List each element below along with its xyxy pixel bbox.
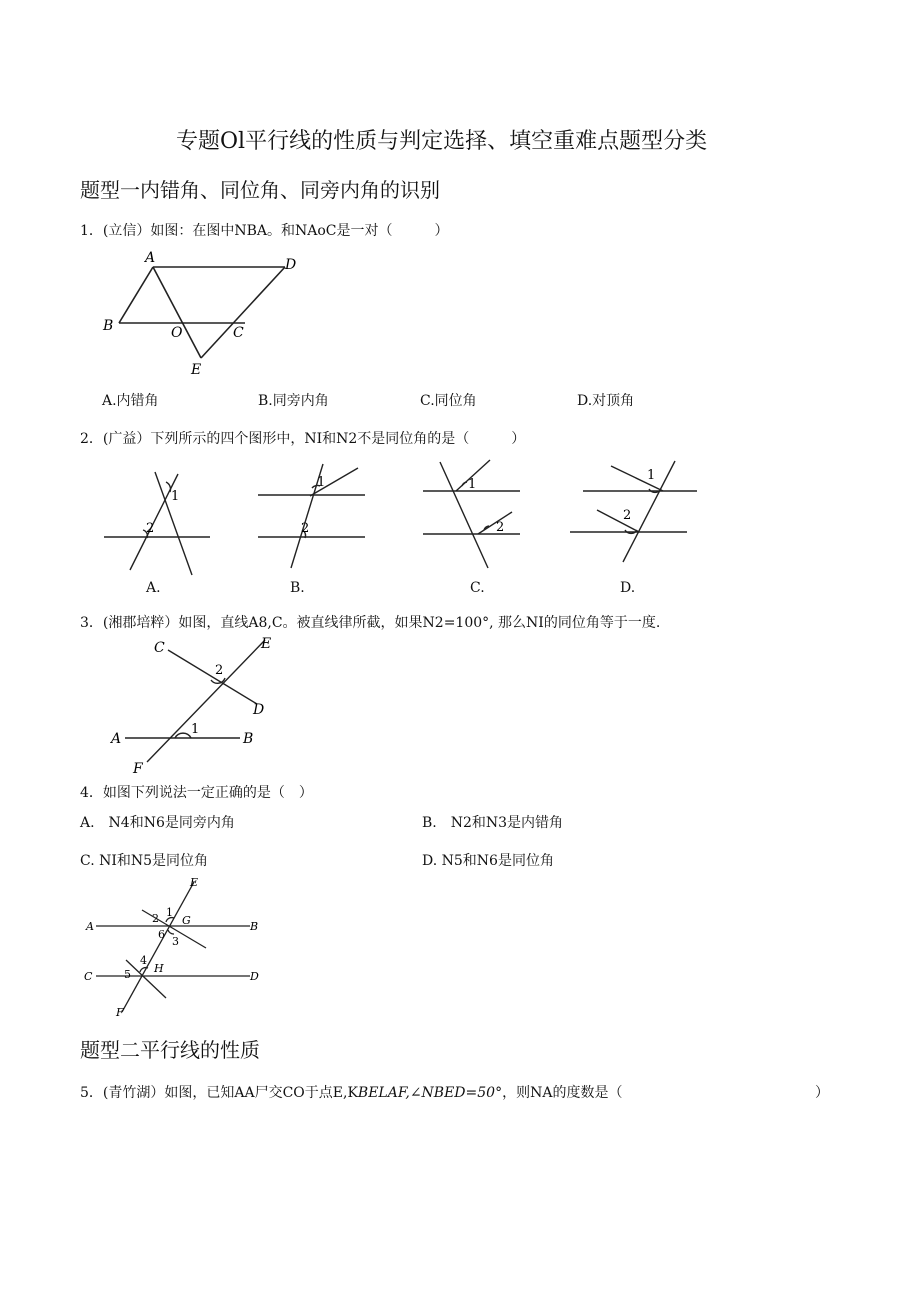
q1-option-d[interactable]: D.对顶角 [577,393,635,409]
q1-label-c: C [233,325,244,341]
q2b-angle-2: 2 [301,521,310,536]
q4-label-a: A [86,920,94,933]
section-heading-2: 题型二平行线的性质 [80,1038,260,1062]
q1-label-o: O [171,325,183,341]
question-1-figure [95,250,315,380]
q4-label-c: C [84,970,93,983]
q4-angle-4: 4 [140,954,147,967]
q2-caption-c[interactable]: C. [470,580,485,596]
q5-stem-text: 5．(青竹湖）如图，已知AA尸交CO于点E,K [80,1085,358,1101]
q3-label-d: D [253,702,265,718]
q2-figure-a [100,460,215,580]
q2c-angle-1: 1 [468,477,477,492]
question-4-stem: 4．如图下列说法一定正确的是（ ） [80,785,313,801]
q2-caption-b[interactable]: B. [290,580,305,596]
q3-label-b: B [243,731,254,747]
q2-figure-b [255,460,370,580]
q4-option-b[interactable]: B. N2和N3是内错角 [422,815,564,831]
q1-label-d: D [285,257,297,273]
q3-label-e: E [261,636,272,652]
q4-angle-3: 3 [172,935,179,948]
q5-paren-close: ） [815,1085,829,1101]
q4-angle-5: 5 [124,968,131,981]
question-3-stem: 3．(湘郡培粹）如图，直线A8,C。被直线律所截，如果N2=100°, 那么NI的同位角等于一度. [80,615,661,631]
q3-label-f: F [133,761,143,777]
question-5-stem [80,1082,622,1102]
q3-angle-2: 2 [215,663,224,678]
q4-label-h: H [154,962,164,975]
q2c-angle-2: 2 [496,520,505,535]
q4-label-e: E [190,876,199,889]
q4-label-g: G [182,914,191,927]
q4-label-b: B [250,920,259,933]
q1-label-b: B [103,318,114,334]
q2a-angle-2: 2 [146,521,155,536]
q1-option-a[interactable]: A.内错角 [102,393,159,409]
q2-caption-a[interactable]: A. [146,580,161,596]
q2-figure-d [567,458,702,578]
q4-angle-1: 1 [166,906,173,919]
q2-caption-d[interactable]: D. [620,580,636,596]
q2d-angle-1: 1 [647,468,656,483]
q4-label-d: D [250,970,259,983]
q4-option-c[interactable]: C. NI和N5是同位角 [80,853,209,869]
question-4-figure [82,872,267,1020]
q4-label-f: F [116,1006,124,1019]
q2b-angle-1: 1 [317,475,326,490]
q3-label-a: A [111,731,122,747]
q1-option-b[interactable]: B.同旁内角 [258,393,329,409]
q4-option-a[interactable]: A. N4和N6是同旁内角 [80,815,235,831]
q1-option-c[interactable]: C.同位角 [420,393,477,409]
q5-formula: BELAF,∠NBED=50° [357,1085,503,1101]
q2a-angle-1: 1 [171,489,180,504]
question-3-figure [105,632,285,777]
page-title: 专题Ol平行线的性质与判定选择、填空重难点题型分类 [176,129,708,154]
q4-option-d[interactable]: D. N5和N6是同位角 [422,853,554,869]
q3-label-c: C [154,640,165,656]
q2-figure-c [420,458,525,578]
q3-angle-1: 1 [191,722,200,737]
q2d-angle-2: 2 [623,508,632,523]
question-2-stem: 2．(广益）下列所示的四个图形中，NI和N2不是同位角的是（ ） [80,431,526,447]
q5-stem-end: ，则NA的度数是（ [502,1085,623,1101]
q1-label-a: A [145,250,156,266]
q4-angle-2: 2 [152,912,159,925]
question-1-stem: 1．(立信）如图：在图中NBA。和NAoC是一对（ ） [80,223,449,239]
q1-label-e: E [191,362,202,378]
section-heading-1: 题型一内错角、同位角、同旁内角的识别 [80,178,440,202]
q4-angle-6: 6 [158,928,165,941]
